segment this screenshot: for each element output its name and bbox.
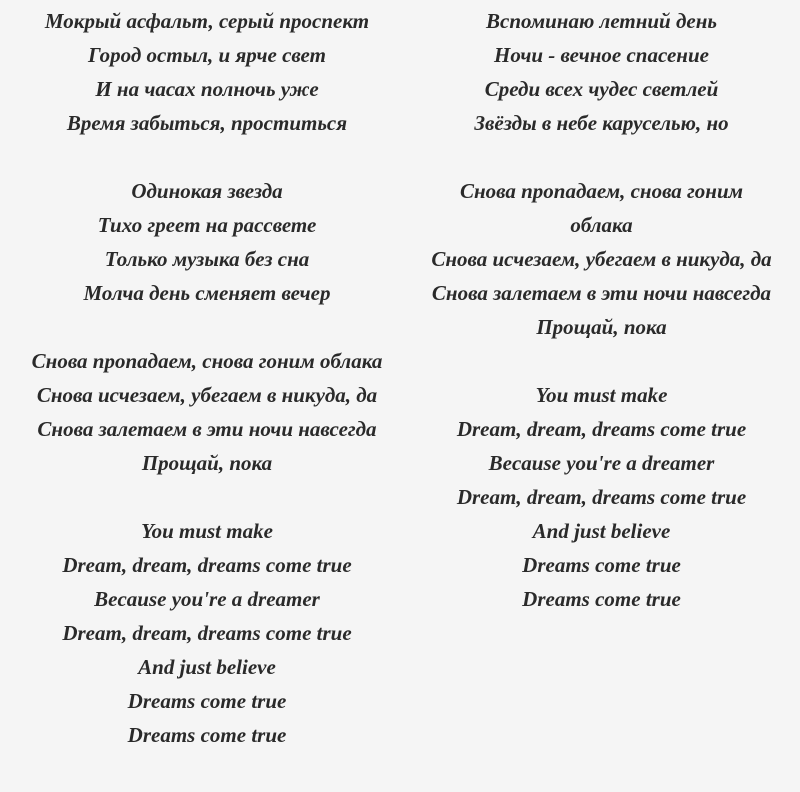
lyric-line: Dreams come true — [127, 689, 287, 713]
lyric-line: Тихо греет на рассвете — [97, 213, 317, 237]
lyric-line: Dream, dream, dreams come true — [62, 553, 352, 577]
lyric-line: Dreams come true — [127, 723, 287, 747]
lyric-line: Прощай, пока — [141, 451, 273, 475]
lyric-line: Dream, dream, dreams come true — [62, 621, 352, 645]
lyric-line: Прощай, пока — [536, 315, 667, 339]
stanza-spacer — [5, 140, 409, 174]
lyric-line: Снова исчезаем, убегаем в никуда, да — [431, 247, 772, 271]
lyric-line: Dream, dream, dreams come true — [456, 417, 747, 441]
lyrics-column-left — [5, 4, 409, 752]
lyric-line: Время забыться, проститься — [66, 111, 348, 135]
lyric-line: Мокрый асфальт, серый проспект — [44, 9, 370, 33]
stanza-spacer — [5, 480, 409, 514]
lyric-line: Одинокая звезда — [131, 179, 283, 203]
lyric-line: Because you're a dreamer — [94, 587, 320, 611]
lyrics-column-right — [403, 4, 800, 616]
lyric-line: Звёзды в небе каруселью, но — [474, 111, 729, 135]
lyric-line: Снова исчезаем, убегаем в никуда, да — [36, 383, 378, 407]
lyric-line: Город остыл, и ярче свет — [88, 43, 326, 67]
lyric-line: Снова залетаем в эти ночи навсегда — [431, 281, 772, 305]
lyric-line: Только музыка без сна — [104, 247, 310, 271]
lyric-line: Ночи - вечное спасение — [494, 43, 709, 67]
lyric-line: И на часах полночь уже — [95, 77, 319, 101]
lyric-line: Снова пропадаем, снова гоним облака — [31, 349, 383, 373]
stanza-spacer — [5, 310, 409, 344]
lyric-line: Because you're a dreamer — [488, 451, 715, 475]
lyric-line: Снова залетаем в эти ночи навсегда — [37, 417, 377, 441]
lyric-line: Молча день сменяет вечер — [83, 281, 331, 305]
lyric-line: And just believe — [532, 519, 671, 543]
lyric-line: облака — [570, 213, 633, 237]
lyric-line: You must make — [535, 383, 668, 407]
lyric-line: And just believe — [138, 655, 276, 679]
lyric-line: Среди всех чудес светлей — [484, 77, 719, 101]
lyric-line: Dreams come true — [522, 553, 681, 577]
lyric-line: Dreams come true — [522, 587, 681, 611]
lyric-line: Dream, dream, dreams come true — [456, 485, 747, 509]
stanza-spacer — [403, 140, 800, 174]
lyric-line: You must make — [141, 519, 273, 543]
lyric-line: Вспоминаю летний день — [486, 9, 717, 33]
lyric-line: Снова пропадаем, снова гоним — [459, 179, 744, 203]
stanza-spacer — [403, 344, 800, 378]
